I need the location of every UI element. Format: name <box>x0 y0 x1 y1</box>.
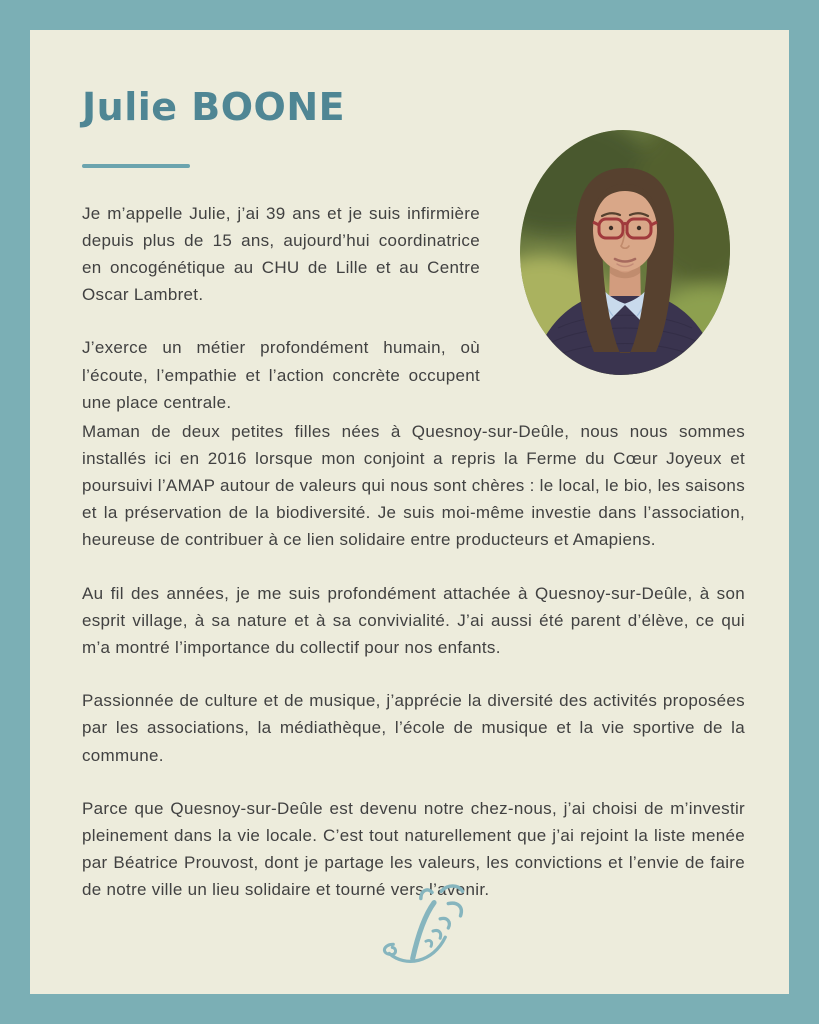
page-title: Julie BOONE <box>82 85 346 129</box>
bio-page <box>30 30 789 994</box>
brand-logo <box>375 875 487 977</box>
intro-text-column <box>82 200 480 416</box>
intro-paragraph: Je m’appelle Julie, j’ai 39 ans et je suis infirmière depuis plus de 15 ans, aujourd’hui coordinatrice en oncogénétique au CHU de Lille et au Centre Oscar Lambret. <box>82 203 480 305</box>
feather-sketch-icon <box>375 875 487 977</box>
body-paragraph: Parce que Quesnoy-sur-Deûle est devenu notre chez-nous, j’ai choisi de m’investir pleinement dans la vie locale. C’est tout naturellement que j’ai rejoint la liste menée par Béatrice Prouvost, dont je partage les valeurs, les convictions et l’envie de faire de notre ville un lieu solidaire et tourné vers l’avenir. <box>82 798 745 900</box>
intro-paragraph: J’exerce un métier profondément humain, où l’écoute, l’empathie et l’action concrète occupent une place centrale. <box>82 338 480 412</box>
title-divider <box>82 164 190 168</box>
body-paragraph: Maman de deux petites filles nées à Quesnoy-sur-Deûle, nous nous sommes installés ici en 2016 lorsque mon conjoint a repris la Ferme du Cœur Joyeux et poursuivi l’AMAP autour de valeurs qui nous sont chères : le local, le bio, les saisons et la préservation de la biodiversité. Je suis moi-même investie dans l’association, heureuse de contribuer à ce lien solidaire entre producteurs et Amapiens. <box>82 421 745 550</box>
bio-text-section <box>82 418 745 904</box>
body-paragraph: Passionnée de culture et de musique, j’apprécie la diversité des activités proposées par les associations, la médiathèque, l’école de musique et la vie sportive de la commune. <box>82 691 745 765</box>
body-paragraph: Au fil des années, je me suis profondément attachée à Quesnoy-sur-Deûle, à son esprit village, à sa nature et à sa convivialité. J’ai aussi été parent d’élève, ce qui m’a montré l’importance du collectif pour nos enfants. <box>82 583 745 657</box>
